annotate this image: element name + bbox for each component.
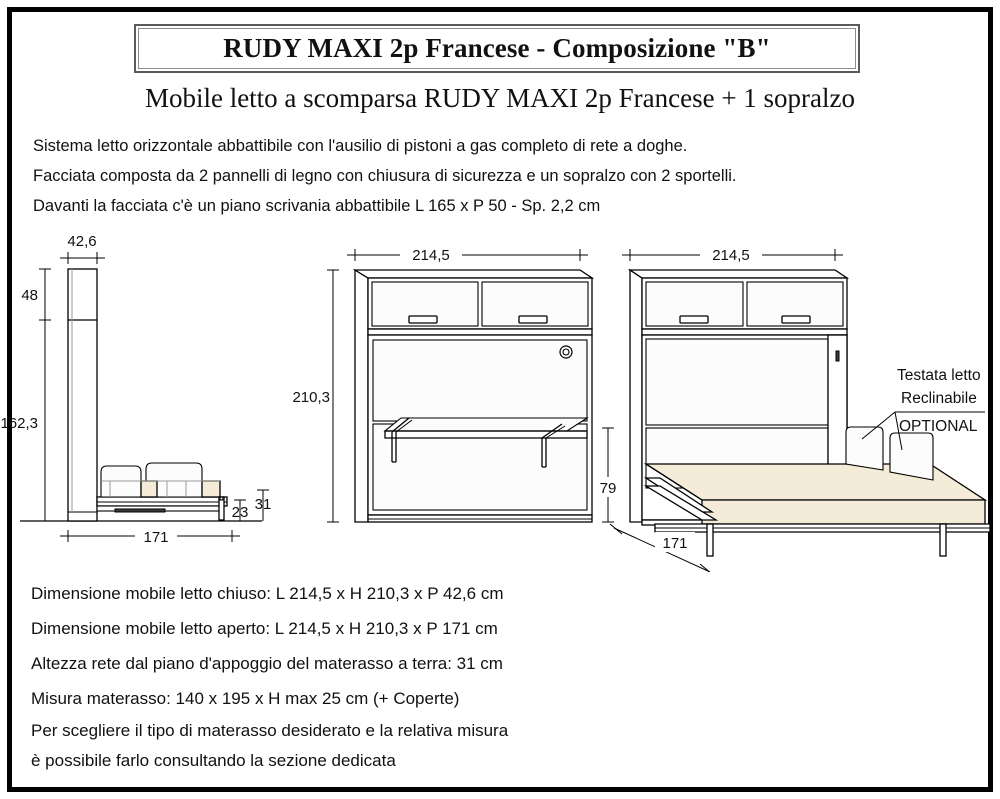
perspective-view-open: [610, 245, 1000, 572]
dimension-desk-height: [598, 428, 622, 522]
description-line: Davanti la facciata c'è un piano scrivania abbattibile L 165 x P 50 - Sp. 2,2 cm: [33, 197, 601, 215]
dimension-label-79: 79: [599, 480, 617, 497]
front-cabinet: [355, 270, 592, 522]
dimension-mattress-support-height: [255, 490, 272, 521]
title-box-inner: [138, 28, 856, 69]
spec-note-line-2: è possibile farlo consultando la sezione dedicata: [31, 751, 396, 770]
dimension-upper-cabinet-height: [21, 269, 51, 320]
dimension-width-perspective: [622, 245, 843, 264]
spec-note-line-1: Per scegliere il tipo di materasso desiderato e la relativa misura: [31, 721, 509, 740]
technical-drawings: [0, 232, 1000, 572]
dimension-depth-closed: [60, 233, 105, 264]
callout-line-2: Reclinabile: [901, 390, 977, 407]
optional-headboard-callout: [897, 367, 981, 435]
dimension-open-depth-side: [60, 526, 240, 546]
callout-line-1: Testata letto: [897, 367, 981, 384]
front-elevation-view-closed: [292, 245, 622, 522]
description-block: [33, 131, 973, 221]
callout-line-3: OPTIONAL: [899, 418, 978, 435]
dimension-label-23: 23: [231, 504, 249, 521]
dimension-label-31: 31: [254, 496, 272, 513]
spec-line-bed-height: Altezza rete dal piano d'appoggio del materasso a terra: 31 cm: [31, 654, 503, 673]
dimension-column-height: [0, 320, 51, 521]
dimension-label-171-perspective: 171: [662, 535, 688, 552]
spec-line-closed-dimensions: Dimensione mobile letto chiuso: L 214,5 x H 210,3 x P 42,6 cm: [31, 584, 504, 603]
spec-line-mattress-size: Misura materasso: 140 x 195 x H max 25 cm (+ Coperte): [31, 689, 460, 708]
dimension-label-162-3: 162,3: [0, 415, 38, 432]
dimension-label-210-3: 210,3: [292, 389, 330, 406]
dimension-label-42-6: 42,6: [67, 233, 97, 250]
dimension-label-214-5-perspective: 214,5: [712, 247, 750, 264]
specifications-block: [31, 576, 931, 776]
description-line: Sistema letto orizzontale abbattibile con l'ausilio di pistoni a gas completo di rete a doghe.: [33, 137, 688, 155]
dimension-label-214-5-front: 214,5: [412, 247, 450, 264]
side-elevation-view: [0, 233, 271, 546]
title-box: [134, 24, 860, 73]
dimension-width-front: [347, 245, 588, 264]
dimension-total-height-front: [292, 270, 339, 522]
spec-line-open-dimensions: Dimensione mobile letto aperto: L 214,5 x H 210,3 x P 171 cm: [31, 619, 498, 638]
dimension-label-48: 48: [21, 287, 38, 304]
product-headline: Mobile letto a scomparsa RUDY MAXI 2p Francese + 1 sopralzo: [144, 83, 856, 113]
dimension-label-171-side: 171: [143, 529, 169, 546]
description-line: Facciata composta da 2 pannelli di legno con chiusura di sicurezza e un sopralzo con 2 sportelli.: [33, 167, 737, 185]
side-bed-assembly: [97, 463, 227, 520]
page-title: RUDY MAXI 2p Francese - Composizione "B": [223, 33, 771, 63]
dimension-bed-base-height: [232, 500, 249, 521]
